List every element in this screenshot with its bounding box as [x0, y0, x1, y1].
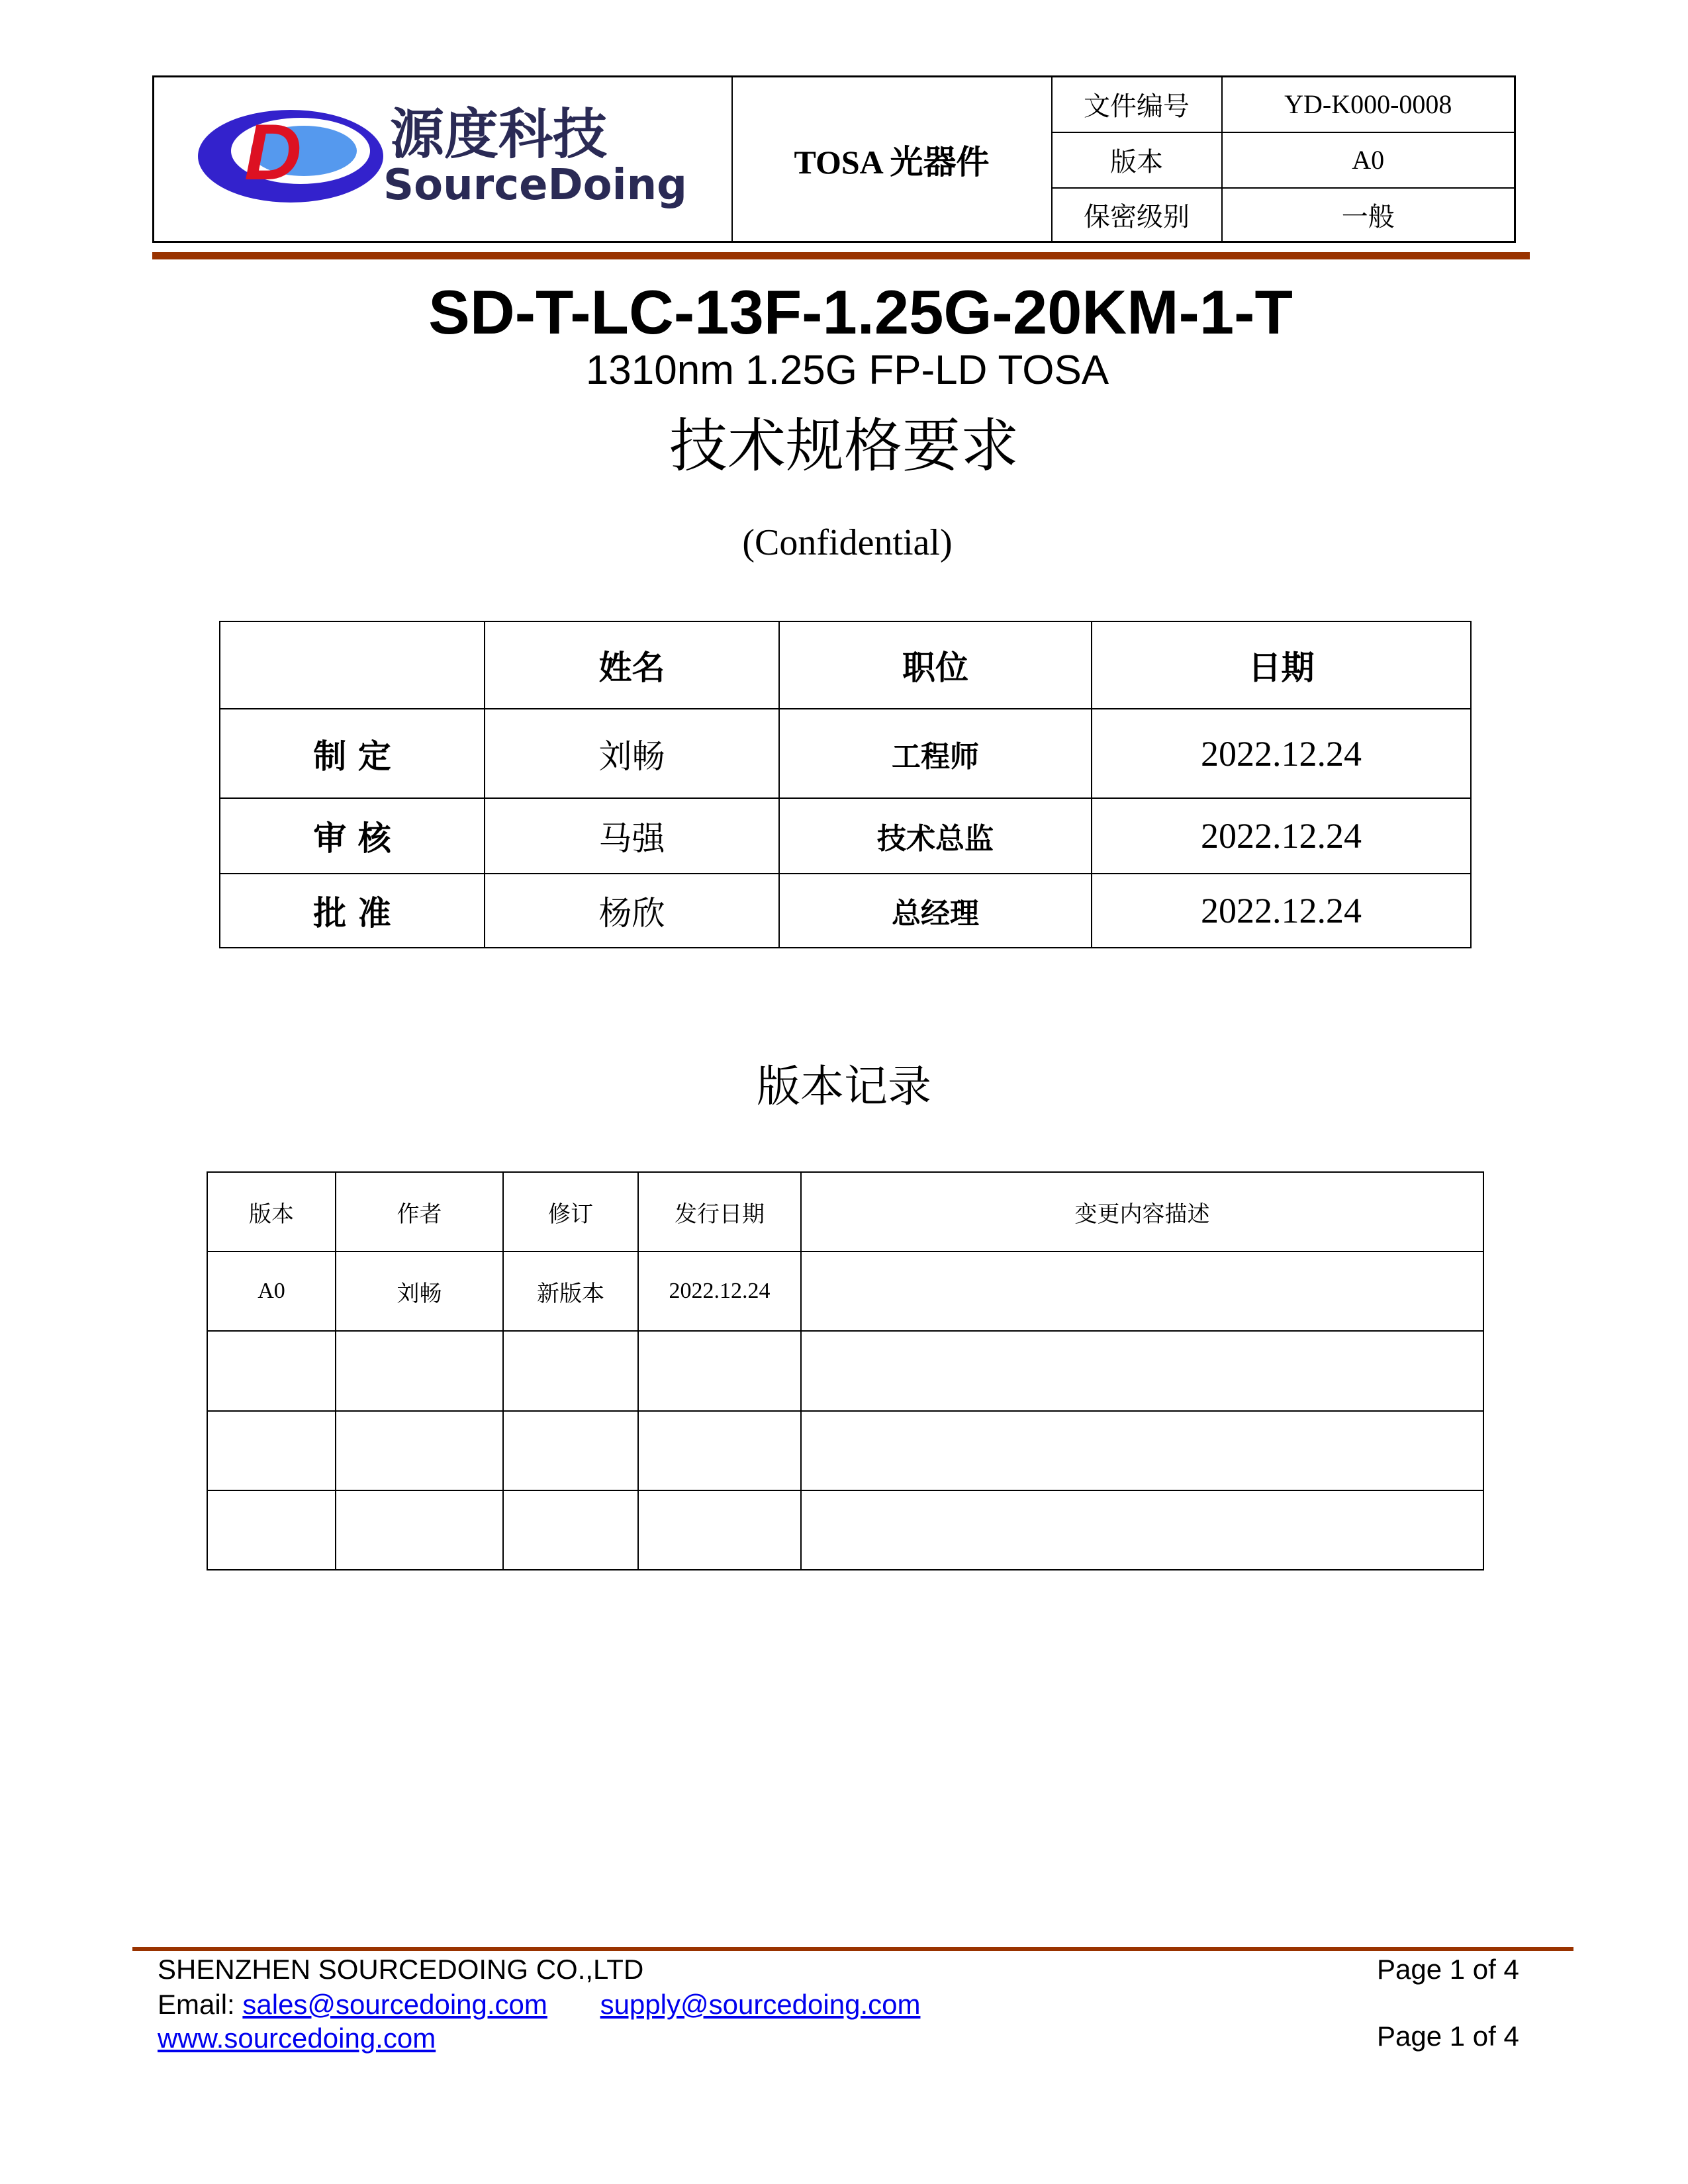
- document-type: 技术规格要求: [669, 412, 1019, 480]
- field-label: 文件编号: [1052, 77, 1222, 132]
- field-value: YD-K000-0008: [1222, 77, 1515, 132]
- table-row: [207, 1490, 1483, 1570]
- revision-history-title: 版本记录: [757, 1061, 931, 1112]
- field-value: 一般: [1222, 188, 1515, 242]
- table-row: 审 核 马强 技术总监 2022.12.24: [220, 798, 1471, 874]
- table-row: 制 定 刘畅 工程师 2022.12.24: [220, 709, 1471, 798]
- table-row: 批 准 杨欣 总经理 2022.12.24: [220, 874, 1471, 948]
- document-header-table: [152, 75, 1516, 243]
- confidential-label: (Confidential): [742, 522, 953, 563]
- table-row: A0 刘畅 新版本 2022.12.24: [207, 1251, 1483, 1331]
- footer-email-line: Email: sales@sourcedoing.com supply@sourcedoing.com: [158, 1989, 921, 2020]
- product-name: TOSA 光器件: [732, 77, 1052, 242]
- header-date: 日期: [1092, 621, 1471, 709]
- approval-table: [219, 621, 1472, 948]
- svg-text:源度科技: 源度科技: [389, 103, 607, 166]
- field-label: 版本: [1052, 132, 1222, 188]
- table-row: [207, 1331, 1483, 1410]
- header-divider: [152, 252, 1530, 259]
- revision-table: [207, 1171, 1484, 1570]
- sales-email-link[interactable]: sales@sourcedoing.com: [242, 1989, 547, 2020]
- website-link[interactable]: www.sourcedoing.com: [158, 2023, 436, 2054]
- table-row: [207, 1411, 1483, 1490]
- page-number: Page 1 of 4: [1377, 2021, 1519, 2052]
- supply-email-link[interactable]: supply@sourcedoing.com: [600, 1989, 921, 2020]
- sourcedoing-logo: [191, 90, 694, 222]
- header-position: 职位: [779, 621, 1092, 709]
- page-number: Page 1 of 4: [1377, 1954, 1519, 1985]
- footer-divider: [132, 1947, 1573, 1951]
- footer-company: SHENZHEN SOURCEDOING CO.,LTD: [158, 1954, 644, 1985]
- logo-cell: [154, 77, 732, 242]
- field-label: 保密级别: [1052, 188, 1222, 242]
- document-subtitle: 1310nm 1.25G FP-LD TOSA: [585, 347, 1109, 393]
- svg-text:D: D: [244, 107, 302, 197]
- table-header-row: 版本 作者 修订 发行日期 变更内容描述: [207, 1172, 1483, 1251]
- document-title: SD-T-LC-13F-1.25G-20KM-1-T: [428, 277, 1293, 347]
- svg-text:SourceDoing: SourceDoing: [383, 160, 687, 210]
- header-name: 姓名: [485, 621, 779, 709]
- field-value: A0: [1222, 132, 1515, 188]
